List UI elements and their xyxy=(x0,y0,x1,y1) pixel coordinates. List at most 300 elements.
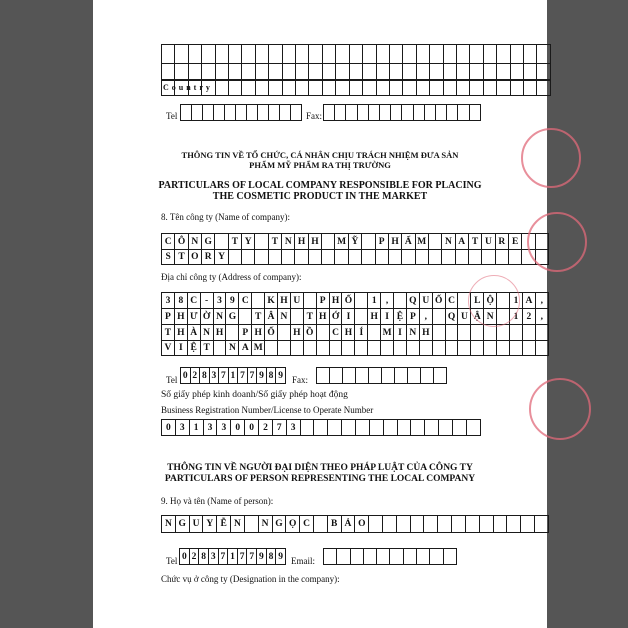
char-box: 9 xyxy=(256,548,267,565)
char-box xyxy=(174,44,188,64)
char-box: Ộ xyxy=(483,292,497,309)
char-box xyxy=(294,249,308,265)
char-box: N xyxy=(281,233,295,250)
char-box xyxy=(316,324,330,341)
char-box xyxy=(354,292,368,309)
rep-heading-vn: THÔNG TIN VỀ NGƯỜI ĐẠI DIỆN THEO PHÁP LUẬT CỦA CÔNG TY xyxy=(167,463,473,473)
char-box: T xyxy=(174,249,188,265)
char-box xyxy=(363,548,377,565)
char-box: 1 xyxy=(189,419,204,436)
char-box xyxy=(388,249,402,265)
char-box: N xyxy=(483,308,497,325)
char-box: 7 xyxy=(218,548,229,565)
char-box: 1 xyxy=(228,367,239,384)
char-box xyxy=(268,249,282,265)
char-box: Y xyxy=(241,233,255,250)
char-box: - xyxy=(200,292,214,309)
char-box: G xyxy=(175,515,190,533)
char-box xyxy=(255,80,269,96)
char-box xyxy=(429,63,443,80)
char-box: T xyxy=(303,308,317,325)
char-box xyxy=(481,249,495,265)
char-box xyxy=(443,63,457,80)
char-box xyxy=(349,44,363,64)
designation-label: Chức vụ ở công ty (Designation in the company): xyxy=(161,574,340,584)
char-box xyxy=(375,249,389,265)
char-box xyxy=(535,340,549,356)
country-label: Country xyxy=(163,83,213,92)
char-box xyxy=(509,324,523,341)
char-box xyxy=(457,324,471,341)
char-box: N xyxy=(258,515,273,533)
char-box xyxy=(536,63,550,80)
char-box: P xyxy=(406,308,420,325)
char-box xyxy=(322,44,336,64)
char-box: C xyxy=(445,292,459,309)
char-box xyxy=(496,63,510,80)
char-box xyxy=(493,515,508,533)
char-box: 7 xyxy=(247,367,258,384)
char-box: 1 xyxy=(227,548,238,565)
char-box: V xyxy=(161,340,175,356)
char-box xyxy=(420,367,434,384)
char-box xyxy=(445,340,459,356)
company-name-row-2[interactable] xyxy=(161,249,549,265)
char-box xyxy=(215,63,229,80)
char-box xyxy=(313,515,328,533)
char-box xyxy=(174,63,188,80)
char-box xyxy=(432,340,446,356)
char-box xyxy=(456,80,470,96)
char-box xyxy=(509,340,523,356)
char-box xyxy=(428,233,442,250)
char-box xyxy=(368,515,383,533)
char-box xyxy=(393,340,407,356)
char-box xyxy=(483,63,497,80)
char-box: 2 xyxy=(189,548,200,565)
char-box xyxy=(381,367,395,384)
company-address-row-4[interactable] xyxy=(161,340,549,356)
char-box xyxy=(522,324,536,341)
char-box xyxy=(300,419,315,436)
char-box xyxy=(416,80,430,96)
char-box: H xyxy=(277,292,291,309)
char-box: I xyxy=(380,308,394,325)
char-box: K xyxy=(264,292,278,309)
char-box xyxy=(407,367,421,384)
char-box: T xyxy=(251,308,265,325)
char-box: 8 xyxy=(266,367,277,384)
char-box xyxy=(441,249,455,265)
tel-label: Tel xyxy=(166,111,178,121)
char-box xyxy=(402,44,416,64)
char-box xyxy=(452,419,467,436)
char-box: 0 xyxy=(230,419,245,436)
char-box xyxy=(308,80,322,96)
char-box xyxy=(281,249,295,265)
char-box: C xyxy=(238,292,252,309)
char-box: N xyxy=(225,340,239,356)
section-heading-en-2: THE COSMETIC PRODUCT IN THE MARKET xyxy=(212,191,428,202)
char-box xyxy=(367,340,381,356)
char-box xyxy=(443,44,457,64)
char-box xyxy=(228,249,242,265)
char-box xyxy=(523,80,537,96)
char-box xyxy=(327,419,342,436)
char-box xyxy=(469,44,483,64)
char-box xyxy=(410,419,425,436)
char-box xyxy=(402,63,416,80)
char-box xyxy=(268,44,282,64)
char-box: H xyxy=(419,324,433,341)
char-box: N xyxy=(277,308,291,325)
char-box: 9 xyxy=(275,367,286,384)
char-box xyxy=(241,44,255,64)
char-box: H xyxy=(213,324,227,341)
char-box xyxy=(322,63,336,80)
char-box xyxy=(455,249,469,265)
char-box: P xyxy=(161,308,175,325)
char-box xyxy=(188,44,202,64)
char-box xyxy=(313,419,328,436)
char-box: Y xyxy=(214,249,228,265)
char-box xyxy=(496,340,510,356)
red-seal-2 xyxy=(527,212,587,272)
char-box: 3 xyxy=(286,419,301,436)
char-box xyxy=(335,63,349,80)
char-box xyxy=(244,515,259,533)
char-box: H xyxy=(367,308,381,325)
char-box: I xyxy=(174,340,188,356)
char-box: , xyxy=(535,292,549,309)
char-box: M xyxy=(380,324,394,341)
char-box: Ậ xyxy=(470,308,484,325)
char-box xyxy=(469,104,481,121)
fax-label-2: Fax: xyxy=(292,375,309,385)
char-box xyxy=(510,63,524,80)
char-box: G xyxy=(225,308,239,325)
char-box xyxy=(362,63,376,80)
char-box xyxy=(225,324,239,341)
char-box xyxy=(432,308,446,325)
char-box xyxy=(335,80,349,96)
char-box xyxy=(393,292,407,309)
char-box: 7 xyxy=(272,419,287,436)
char-box xyxy=(522,340,536,356)
char-box xyxy=(396,515,411,533)
char-box: Y xyxy=(202,515,217,533)
char-box: Ư xyxy=(187,308,201,325)
char-box xyxy=(416,44,430,64)
char-box: H xyxy=(290,324,304,341)
char-box xyxy=(303,340,317,356)
char-box: U xyxy=(290,292,304,309)
char-box: Ả xyxy=(341,515,356,533)
char-box xyxy=(380,340,394,356)
char-box: Ễ xyxy=(216,515,231,533)
char-box xyxy=(254,249,268,265)
rep-heading-en: PARTICULARS OF PERSON REPRESENTING THE LOCAL COMPANY xyxy=(164,474,476,484)
char-box: M xyxy=(334,233,348,250)
char-box xyxy=(403,548,417,565)
char-box xyxy=(161,44,175,64)
company-name-label: 8. Tên công ty (Name of company): xyxy=(161,212,291,222)
char-box xyxy=(355,419,370,436)
char-box: 7 xyxy=(246,548,257,565)
char-box xyxy=(389,80,403,96)
char-box: 2 xyxy=(190,367,201,384)
char-box xyxy=(469,63,483,80)
char-box xyxy=(201,63,215,80)
char-box xyxy=(470,340,484,356)
char-box xyxy=(523,44,537,64)
char-box xyxy=(367,324,381,341)
char-box: N xyxy=(188,233,202,250)
char-box: P xyxy=(375,233,389,250)
char-box xyxy=(536,80,550,96)
char-box: H xyxy=(316,308,330,325)
char-box: T xyxy=(468,233,482,250)
tel-field[interactable] xyxy=(180,104,302,121)
char-box xyxy=(432,324,446,341)
char-box xyxy=(369,419,384,436)
char-box: S xyxy=(161,249,175,265)
char-box: 9 xyxy=(275,548,286,565)
license-number-field[interactable] xyxy=(161,419,481,436)
char-box xyxy=(341,340,355,356)
country-field[interactable] xyxy=(161,80,551,96)
tel-field-2[interactable] xyxy=(180,367,286,384)
char-box xyxy=(495,249,509,265)
char-box: R xyxy=(495,233,509,250)
tel-field-3[interactable] xyxy=(179,548,286,565)
char-box xyxy=(323,548,337,565)
char-box: Q xyxy=(445,308,459,325)
char-box xyxy=(329,367,343,384)
char-box xyxy=(362,44,376,64)
form-page xyxy=(93,0,547,628)
char-box xyxy=(290,340,304,356)
char-box xyxy=(354,308,368,325)
char-box xyxy=(410,515,425,533)
section-heading-vn-2: PHẨM MỸ PHẨM RA THỊ TRƯỜNG xyxy=(249,160,391,170)
char-box xyxy=(214,233,228,250)
char-box: T xyxy=(228,233,242,250)
char-box xyxy=(188,63,202,80)
char-box xyxy=(349,63,363,80)
char-box: B xyxy=(327,515,342,533)
char-box xyxy=(268,80,282,96)
char-box xyxy=(268,63,282,80)
char-box: 3 xyxy=(213,292,227,309)
char-box: T xyxy=(268,233,282,250)
section-heading-en-1: PARTICULARS OF LOCAL COMPANY RESPONSIBLE FOR PLACING xyxy=(158,180,482,191)
char-box xyxy=(457,340,471,356)
char-box: H xyxy=(341,324,355,341)
char-box: U xyxy=(419,292,433,309)
char-box: 1 xyxy=(509,292,523,309)
char-box xyxy=(368,367,382,384)
address-continuation-grid-2[interactable] xyxy=(161,63,551,80)
char-box xyxy=(348,249,362,265)
char-box: N xyxy=(406,324,420,341)
char-box: P xyxy=(238,324,252,341)
char-box: O xyxy=(354,515,369,533)
char-box xyxy=(429,44,443,64)
char-box xyxy=(534,515,549,533)
char-box xyxy=(376,80,390,96)
char-box xyxy=(336,548,350,565)
char-box xyxy=(520,515,535,533)
tel-label-2: Tel xyxy=(166,375,178,385)
address-continuation-grid[interactable] xyxy=(161,44,551,64)
char-box xyxy=(496,44,510,64)
company-address-label: Địa chỉ công ty (Address of company): xyxy=(161,272,302,282)
char-box xyxy=(355,367,369,384)
char-box: Â xyxy=(264,308,278,325)
char-box xyxy=(376,548,390,565)
fax-field-2[interactable] xyxy=(316,367,447,384)
char-box xyxy=(215,44,229,64)
char-box: 3 xyxy=(209,367,220,384)
red-seal-3 xyxy=(468,275,520,327)
char-box xyxy=(416,548,430,565)
char-box xyxy=(161,63,175,80)
char-box: 0 xyxy=(180,367,191,384)
char-box: Ờ xyxy=(200,308,214,325)
char-box xyxy=(228,63,242,80)
char-box: 0 xyxy=(244,419,259,436)
char-box: 9 xyxy=(225,292,239,309)
char-box xyxy=(510,44,524,64)
char-box xyxy=(445,324,459,341)
char-box: 7 xyxy=(237,367,248,384)
char-box xyxy=(255,63,269,80)
person-name-field[interactable] xyxy=(161,515,549,533)
char-box: 8 xyxy=(266,548,277,565)
char-box xyxy=(376,63,390,80)
char-box xyxy=(389,548,403,565)
char-box xyxy=(295,80,309,96)
char-box xyxy=(308,249,322,265)
char-box xyxy=(303,292,317,309)
char-box xyxy=(241,249,255,265)
char-box: L xyxy=(470,292,484,309)
char-box xyxy=(423,515,438,533)
char-box xyxy=(496,80,510,96)
char-box xyxy=(470,324,484,341)
char-box xyxy=(322,80,336,96)
char-box: Ọ xyxy=(285,515,300,533)
char-box xyxy=(277,340,291,356)
char-box: 0 xyxy=(161,419,176,436)
char-box xyxy=(483,80,497,96)
char-box: Í xyxy=(354,324,368,341)
char-box: N xyxy=(161,515,176,533)
char-box: U xyxy=(481,233,495,250)
char-box xyxy=(443,80,457,96)
char-box xyxy=(510,80,524,96)
char-box: 8 xyxy=(198,548,209,565)
char-box xyxy=(295,63,309,80)
char-box xyxy=(415,249,429,265)
char-box xyxy=(437,515,452,533)
char-box xyxy=(241,80,255,96)
char-box: Ô xyxy=(174,233,188,250)
char-box: 7 xyxy=(237,548,248,565)
char-box xyxy=(456,44,470,64)
char-box: , xyxy=(380,292,394,309)
char-box xyxy=(282,44,296,64)
char-box xyxy=(350,548,364,565)
char-box: A xyxy=(455,233,469,250)
char-box: 3 xyxy=(208,548,219,565)
char-box: C xyxy=(329,324,343,341)
char-box: , xyxy=(419,308,433,325)
char-box xyxy=(438,419,453,436)
char-box: 3 xyxy=(216,419,231,436)
char-box xyxy=(354,340,368,356)
char-box: H xyxy=(329,292,343,309)
char-box xyxy=(255,44,269,64)
char-box: 2 xyxy=(258,419,273,436)
char-box xyxy=(228,44,242,64)
char-box: Ố xyxy=(341,292,355,309)
char-box: Ồ xyxy=(303,324,317,341)
char-box: M xyxy=(415,233,429,250)
char-box: H xyxy=(308,233,322,250)
char-box: H xyxy=(294,233,308,250)
char-box: À xyxy=(187,324,201,341)
char-box xyxy=(282,63,296,80)
char-box: 1 xyxy=(367,292,381,309)
char-box xyxy=(536,44,550,64)
company-name-row-1[interactable] xyxy=(161,233,549,250)
char-box: N xyxy=(200,324,214,341)
char-box xyxy=(466,419,481,436)
char-box xyxy=(456,63,470,80)
char-box xyxy=(349,80,363,96)
char-box: P xyxy=(316,292,330,309)
char-box: 1 xyxy=(509,308,523,325)
char-box: I xyxy=(341,308,355,325)
char-box: Ố xyxy=(432,292,446,309)
char-box: 3 xyxy=(161,292,175,309)
char-box xyxy=(308,63,322,80)
char-box xyxy=(428,249,442,265)
char-box: A xyxy=(238,340,252,356)
char-box xyxy=(321,249,335,265)
char-box xyxy=(401,249,415,265)
char-box: Ớ xyxy=(329,308,343,325)
char-box xyxy=(361,233,375,250)
char-box: T xyxy=(200,340,214,356)
char-box xyxy=(329,340,343,356)
char-box xyxy=(342,367,356,384)
char-box xyxy=(419,340,433,356)
fax-field[interactable] xyxy=(323,104,481,121)
char-box xyxy=(228,80,242,96)
char-box xyxy=(406,340,420,356)
char-box: Ệ xyxy=(187,340,201,356)
char-box xyxy=(282,80,296,96)
email-field[interactable] xyxy=(323,548,457,565)
char-box xyxy=(316,340,330,356)
char-box xyxy=(383,419,398,436)
char-box xyxy=(508,249,522,265)
person-name-label: 9. Họ và tên (Name of person): xyxy=(161,496,274,506)
char-box: A xyxy=(522,292,536,309)
